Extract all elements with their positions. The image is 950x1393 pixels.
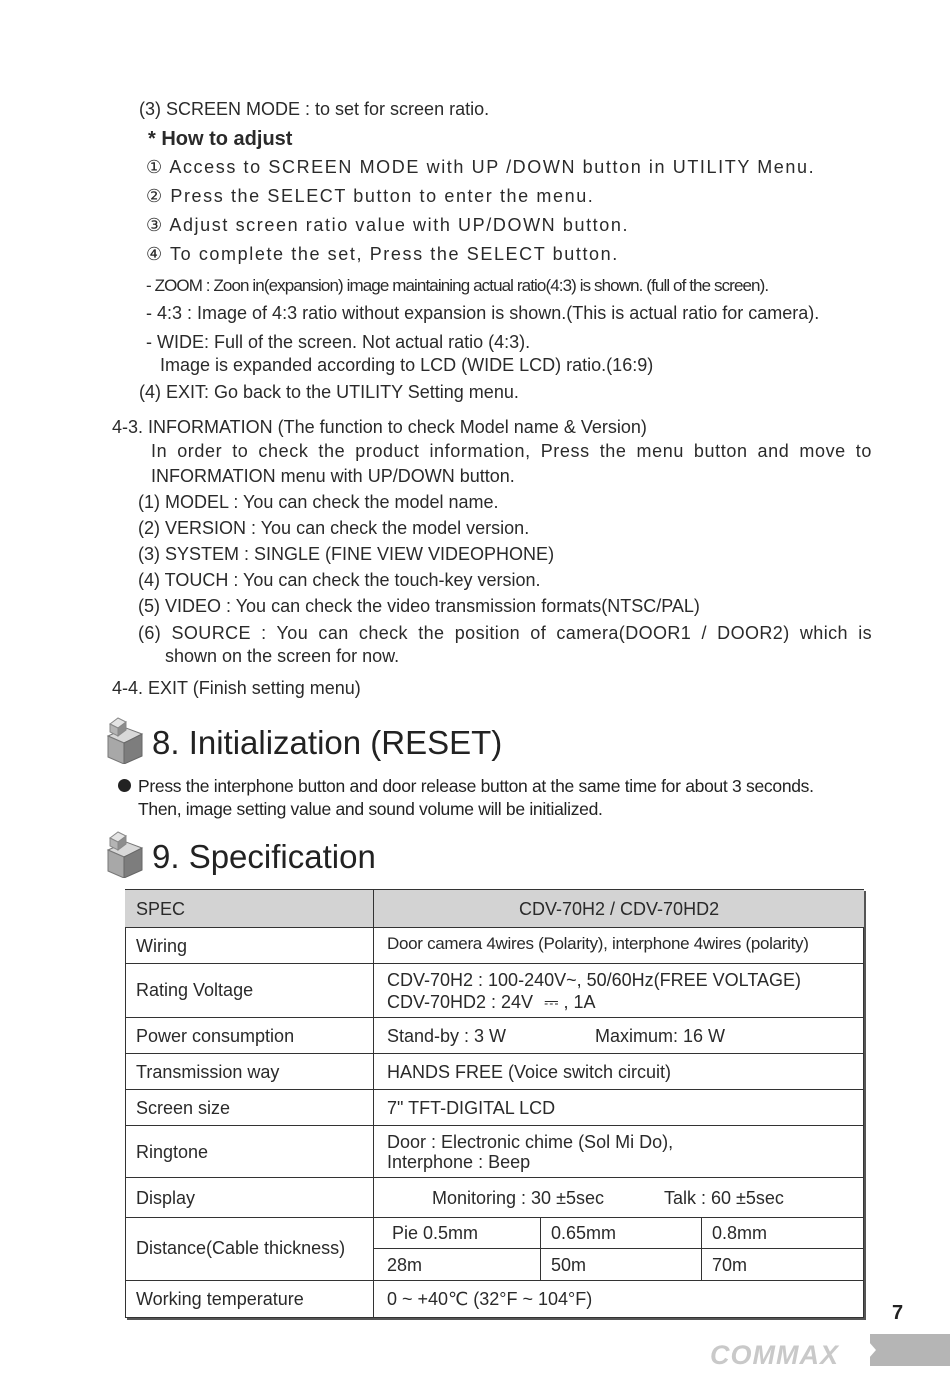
spec-row-transmission [125, 1054, 864, 1090]
power-label: Power consumption [136, 1026, 295, 1046]
ratio-43-description: - 4:3 : Image of 4:3 ratio without expansion is shown.(This is actual ratio for camera). [146, 303, 820, 323]
adjust-step-4: ④ To complete the set, Press the SELECT button. [146, 244, 619, 264]
adjust-step-2: ② Press the SELECT button to enter the menu. [146, 186, 595, 206]
information-system: (3) SYSTEM : SINGLE (FINE VIEW VIDEOPHONE) [138, 544, 555, 564]
information-source-line-2: shown on the screen for now. [165, 646, 400, 666]
brand-bar [870, 1334, 950, 1366]
section-cube-icon [104, 830, 144, 878]
spec-row-rating-voltage [125, 964, 864, 1018]
information-model: (1) MODEL : You can check the model name. [138, 492, 499, 512]
reset-instruction-line-1: Press the interphone button and door release button at the same time for about 3 seconds. [138, 776, 814, 796]
spec-table-column-divider [373, 889, 374, 1318]
display-talk: Talk : 60 ±5sec [664, 1188, 784, 1208]
display-label: Display [136, 1188, 196, 1208]
screen-mode-exit: (4) EXIT: Go back to the UTILITY Setting menu. [139, 382, 519, 402]
information-version: (2) VERSION : You can check the model version. [138, 518, 530, 538]
wiring-label: Wiring [136, 936, 188, 956]
spec-row-ringtone [125, 1126, 864, 1178]
information-video: (5) VIDEO : You can check the video transmission formats(NTSC/PAL) [138, 596, 700, 616]
information-source-line-1: (6) SOURCE : You can check the position of camera(DOOR1 / DOOR2) which is [138, 623, 872, 643]
screen-mode-heading: (3) SCREEN MODE : to set for screen ratio. [139, 99, 490, 119]
reset-instruction-line-2: Then, image setting value and sound volume will be initialized. [138, 799, 603, 819]
power-maximum: Maximum: 16 W [595, 1026, 726, 1046]
temperature-label: Working temperature [136, 1289, 304, 1309]
information-exit: 4-4. EXIT (Finish setting menu) [112, 678, 361, 698]
distance-column-divider [701, 1218, 702, 1280]
wide-description-line-1: - WIDE: Full of the screen. Not actual ratio (4:3). [146, 332, 531, 352]
rating-voltage-label: Rating Voltage [136, 980, 254, 1000]
dc-symbol-icon: ⎓ [544, 992, 559, 1012]
screen-size-label: Screen size [136, 1098, 231, 1118]
ringtone-label: Ringtone [136, 1142, 209, 1162]
information-touch: (4) TOUCH : You can check the touch-key version. [138, 570, 541, 590]
adjust-step-3: ③ Adjust screen ratio value with UP/DOWN button. [146, 215, 630, 235]
spec-table [125, 889, 864, 1318]
distance-thickness-3: 0.8mm [712, 1223, 768, 1243]
transmission-label: Transmission way [136, 1062, 280, 1082]
distance-column-divider [540, 1218, 541, 1280]
section-cube-icon [104, 716, 144, 764]
distance-thickness-2: 0.65mm [551, 1223, 617, 1243]
temperature-value: 0 ~ +40℃ (32°F ~ 104°F) [387, 1289, 593, 1309]
spec-section-title: 9. Specification [152, 838, 376, 875]
information-heading: 4-3. INFORMATION (The function to check Model name & Version) [112, 417, 647, 437]
information-intro-line-1: In order to check the product information, Press the menu button and move to [151, 441, 872, 461]
distance-length-1: 28m [387, 1255, 423, 1275]
spec-row-wiring [125, 928, 864, 964]
zoom-description: - ZOOM : Zoon in(expansion) image maintaining actual ratio(4:3) is shown. (full of the screen). [146, 276, 769, 295]
spec-row-display [125, 1178, 864, 1218]
how-to-adjust-heading: * How to adjust [148, 128, 293, 150]
brand-arrow-icon [862, 1334, 876, 1366]
page-number: 7 [892, 1302, 904, 1324]
display-monitoring: Monitoring : 30 ±5sec [432, 1188, 604, 1208]
distance-label: Distance(Cable thickness) [136, 1238, 346, 1258]
reset-bullet-icon [118, 779, 131, 792]
rating-voltage-dc-model: CDV-70HD2 : 24V [387, 992, 534, 1012]
wiring-value: Door camera 4wires (Polarity), interphone 4wires (polarity) [387, 934, 809, 953]
brand-logo: COMMAX [710, 1340, 839, 1370]
rating-voltage-line-2 [387, 992, 596, 1013]
information-intro-line-2: INFORMATION menu with UP/DOWN button. [151, 466, 515, 486]
adjust-step-1: ① Access to SCREEN MODE with UP /DOWN button in UTILITY Menu. [146, 157, 816, 177]
distance-thickness-1: Pie 0.5mm [392, 1223, 479, 1243]
screen-size-value: 7" TFT-DIGITAL LCD [387, 1098, 556, 1118]
reset-section-title: 8. Initialization (RESET) [152, 724, 503, 761]
spec-header-models: CDV-70H2 / CDV-70HD2 [519, 899, 720, 919]
distance-divider [374, 1248, 864, 1249]
spec-row-power [125, 1018, 864, 1054]
rating-voltage-line-1: CDV-70H2 : 100-240V~, 50/60Hz(FREE VOLTAGE) [387, 970, 802, 990]
spec-header-label: SPEC [136, 899, 186, 919]
wide-description-line-2: Image is expanded according to LCD (WIDE LCD) ratio.(16:9) [160, 355, 654, 375]
ringtone-door: Door : Electronic chime (Sol Mi Do), [387, 1132, 674, 1152]
spec-table-header-row [125, 890, 864, 928]
ringtone-interphone: Interphone : Beep [387, 1152, 531, 1172]
transmission-value: HANDS FREE (Voice switch circuit) [387, 1062, 672, 1082]
rating-voltage-current: , 1A [563, 992, 596, 1012]
power-standby: Stand-by : 3 W [387, 1026, 507, 1046]
spec-row-screen-size [125, 1090, 864, 1126]
spec-row-temperature [125, 1281, 864, 1317]
distance-length-2: 50m [551, 1255, 587, 1275]
spec-row-distance [125, 1218, 864, 1281]
distance-length-3: 70m [712, 1255, 748, 1275]
